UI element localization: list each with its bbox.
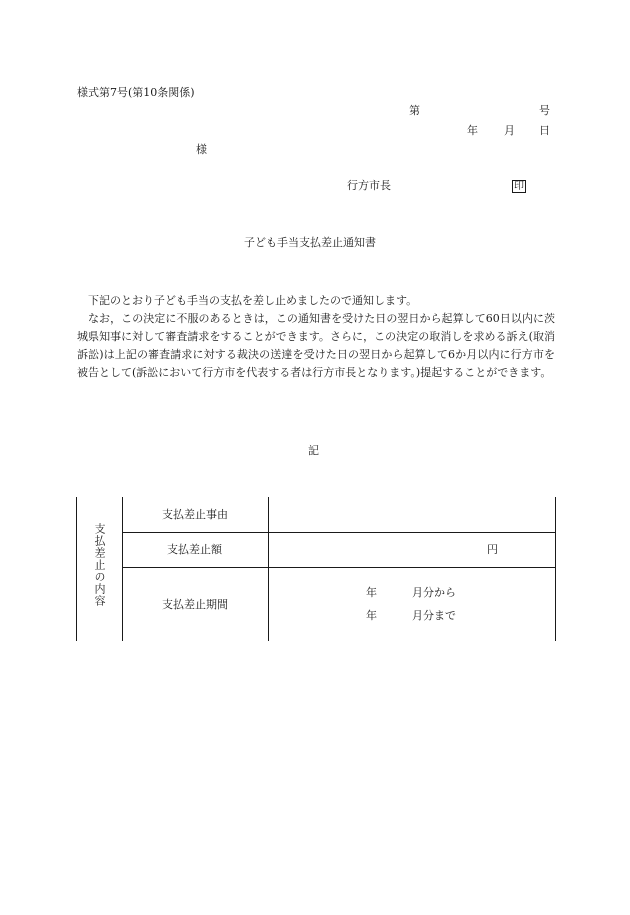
date-month: 月 [504, 124, 515, 137]
number-suffix: 号 [539, 104, 550, 117]
row-label-period: 支払差止期間 [162, 598, 228, 611]
row-label-reason: 支払差止事由 [162, 508, 228, 521]
document-title: 子ども手当支払差止通知書 [244, 236, 376, 249]
date-day: 日 [539, 124, 550, 137]
sender-name: 行方市長 [347, 179, 391, 192]
table-row-divider-2 [122, 567, 556, 568]
table-group-label: 支払差止の内容 [93, 523, 106, 607]
period-from-month: 月分から [412, 586, 456, 599]
form-number: 様式第7号(第10条関係) [77, 86, 195, 99]
table-right-border [555, 497, 556, 641]
table-group-divider [122, 497, 123, 641]
row-label-amount: 支払差止額 [167, 543, 222, 556]
details-table [76, 497, 556, 641]
period-to-month: 月分まで [412, 609, 456, 622]
number-prefix: 第 [409, 104, 420, 117]
seal-text: 印 [514, 181, 524, 192]
body-text [77, 292, 555, 382]
amount-unit: 円 [487, 543, 498, 556]
date-year: 年 [467, 124, 478, 137]
ki-heading: 記 [308, 444, 319, 457]
period-to-year: 年 [366, 609, 377, 622]
table-row-divider-1 [122, 532, 556, 533]
addressee-suffix: 様 [196, 143, 207, 156]
seal-mark [512, 179, 526, 194]
table-label-divider [268, 497, 269, 641]
body-paragraph-2: なお，この決定に不服のあるときは，この通知書を受けた日の翌日から起算して60日以内に茨城県知事に対して審査請求をすることができます。さらに，この決定の取消しを求める訴え(取消訴訟)は上記の審査請求に対する裁決の送達を受けた日の翌日から起算して6か月以内に行方市を被告として(訴訟において行方市を代表する者は行方市長となります。)提起することができます。 [77, 312, 555, 379]
period-from-year: 年 [366, 586, 377, 599]
body-paragraph-1: 下記のとおり子ども手当の支払を差し止めましたので通知します。 [88, 294, 418, 307]
table-left-border [76, 497, 77, 641]
